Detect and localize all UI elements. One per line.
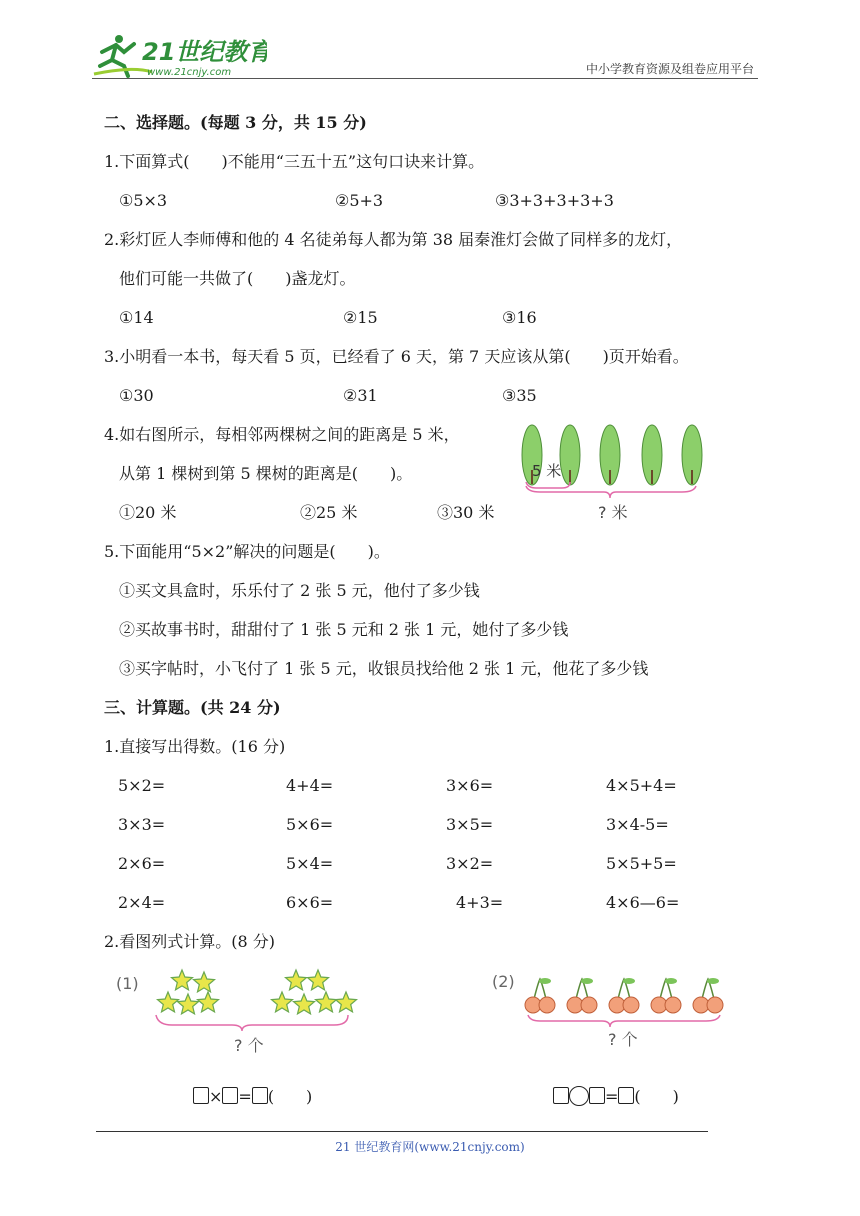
calc-item: 3×4-5= bbox=[606, 815, 669, 834]
calc-item: 4×6—6= bbox=[606, 893, 680, 912]
tree-icon bbox=[682, 425, 702, 485]
cherry-icon bbox=[693, 978, 723, 1013]
calc-item: 2×4= bbox=[118, 893, 166, 912]
footer-divider bbox=[96, 1131, 708, 1132]
answer-box[interactable] bbox=[193, 1087, 209, 1104]
answer-box[interactable] bbox=[589, 1087, 605, 1104]
q2-option-1: ①14 bbox=[119, 308, 154, 327]
q3-option-3: ③35 bbox=[502, 386, 537, 405]
site-logo bbox=[92, 30, 267, 80]
calc-item: 4+4= bbox=[286, 776, 334, 795]
formula-1 bbox=[193, 1086, 312, 1108]
cherry-icon bbox=[651, 978, 681, 1013]
q1-option-2: ②5+3 bbox=[335, 191, 384, 210]
q1-option-1: ①5×3 bbox=[119, 191, 168, 210]
q1-option-3: ③3+3+3+3+3 bbox=[495, 191, 614, 210]
answer-box[interactable] bbox=[222, 1087, 238, 1104]
cherry-icon bbox=[525, 978, 555, 1013]
formula-2 bbox=[553, 1086, 679, 1108]
q2-option-2: ②15 bbox=[343, 308, 378, 327]
calc-item: 3×5= bbox=[446, 815, 494, 834]
cherries-figure bbox=[490, 965, 730, 1055]
calc-item: 5×2= bbox=[118, 776, 166, 795]
answer-box[interactable] bbox=[252, 1087, 268, 1104]
calc-item: 2×6= bbox=[118, 854, 166, 873]
trees-figure bbox=[512, 420, 712, 530]
equals-sign: = bbox=[238, 1087, 252, 1106]
section2-title: 二、选择题。(每题 3 分，共 15 分) bbox=[104, 113, 367, 132]
q5-option-2: ②买故事书时，甜甜付了 1 张 5 元和 2 张 1 元，她付了多少钱 bbox=[119, 620, 569, 639]
q4-stem-line2: 从第 1 棵树到第 5 棵树的距离是( )。 bbox=[119, 464, 413, 483]
star-icon bbox=[272, 992, 293, 1012]
answer-box[interactable] bbox=[553, 1087, 569, 1104]
distance-label: 5 米 bbox=[532, 462, 562, 480]
tree-icon bbox=[600, 425, 620, 485]
q5-stem: 5.下面能用“5×2”解决的问题是( )。 bbox=[104, 542, 390, 561]
star-icon bbox=[172, 970, 193, 990]
cherry-icon bbox=[567, 978, 597, 1013]
calc-item: 4×5+4= bbox=[606, 776, 677, 795]
q1-stem: 1.下面算式( )不能用“三五十五”这句口诀来计算。 bbox=[104, 152, 485, 171]
star-icon bbox=[294, 994, 315, 1014]
calc-item: 6×6= bbox=[286, 893, 334, 912]
header-divider bbox=[92, 78, 758, 79]
fig2-total: ? 个 bbox=[608, 1030, 638, 1049]
answer-box[interactable] bbox=[618, 1087, 634, 1104]
star-icon bbox=[308, 970, 329, 990]
logo-url: www.21cnjy.com bbox=[147, 67, 232, 78]
star-icon bbox=[158, 992, 179, 1012]
stars-group bbox=[158, 970, 357, 1014]
star-icon bbox=[286, 970, 307, 990]
calc-item: 5×6= bbox=[286, 815, 334, 834]
calc-item: 5×5+5= bbox=[606, 854, 677, 873]
fig2-label: (2) bbox=[492, 972, 515, 991]
q4-option-1: ①20 米 bbox=[119, 503, 177, 522]
header-platform-text: 中小学教育资源及组卷应用平台 bbox=[585, 62, 754, 76]
star-icon bbox=[316, 992, 337, 1012]
q2-stem-line1: 2.彩灯匠人李师傅和他的 4 名徒弟每人都为第 38 届秦淮灯会做了同样多的龙灯， bbox=[104, 230, 683, 249]
footer-text: 21 世纪教育网(www.21cnjy.com) bbox=[335, 1140, 525, 1154]
calc-item: 3×6= bbox=[446, 776, 494, 795]
calc-item: 3×3= bbox=[118, 815, 166, 834]
q4-option-3: ③30 米 bbox=[437, 503, 495, 522]
calc-item: 3×2= bbox=[446, 854, 494, 873]
q4-stem-line1: 4.如右图所示，每相邻两棵树之间的距离是 5 米， bbox=[104, 425, 460, 444]
q5-option-3: ③买字帖时，小飞付了 1 张 5 元，收银员找给他 2 张 1 元，他花了多少钱 bbox=[119, 659, 649, 678]
star-icon bbox=[194, 972, 215, 992]
unit-paren[interactable]: ( ) bbox=[634, 1087, 679, 1106]
q2-option-3: ③16 bbox=[502, 308, 537, 327]
q4-option-2: ②25 米 bbox=[300, 503, 358, 522]
q5-option-1: ①买文具盒时，乐乐付了 2 张 5 元，他付了多少钱 bbox=[119, 581, 480, 600]
tree-icon bbox=[560, 425, 580, 485]
calc-q1-stem: 1.直接写出得数。(16 分) bbox=[104, 737, 286, 756]
star-icon bbox=[198, 992, 219, 1012]
star-icon bbox=[336, 992, 357, 1012]
multiply-sign: × bbox=[209, 1087, 223, 1106]
fig1-total: ? 个 bbox=[234, 1036, 264, 1055]
q3-option-2: ②31 bbox=[343, 386, 378, 405]
calc-item: 4+3= bbox=[456, 893, 504, 912]
tree-icon bbox=[642, 425, 662, 485]
calc-q2-stem: 2.看图列式计算。(8 分) bbox=[104, 932, 276, 951]
cherries-group bbox=[525, 978, 723, 1013]
equals-sign: = bbox=[605, 1087, 619, 1106]
unit-paren[interactable]: ( ) bbox=[267, 1087, 313, 1106]
q2-stem-line2: 他们可能一共做了( )盏龙灯。 bbox=[119, 269, 356, 288]
calc-item: 5×4= bbox=[286, 854, 334, 873]
stars-figure bbox=[112, 965, 362, 1060]
section3-title: 三、计算题。(共 24 分) bbox=[104, 698, 281, 717]
q3-option-1: ①30 bbox=[119, 386, 154, 405]
q3-stem: 3.小明看一本书，每天看 5 页，已经看了 6 天，第 7 天应该从第( )页开始看。 bbox=[104, 347, 689, 366]
operator-circle[interactable] bbox=[569, 1086, 589, 1106]
logo-text: 21世纪教育 bbox=[142, 38, 267, 66]
star-icon bbox=[178, 994, 199, 1014]
fig1-label: (1) bbox=[116, 974, 139, 993]
total-distance-label: ? 米 bbox=[598, 503, 628, 522]
cherry-icon bbox=[609, 978, 639, 1013]
